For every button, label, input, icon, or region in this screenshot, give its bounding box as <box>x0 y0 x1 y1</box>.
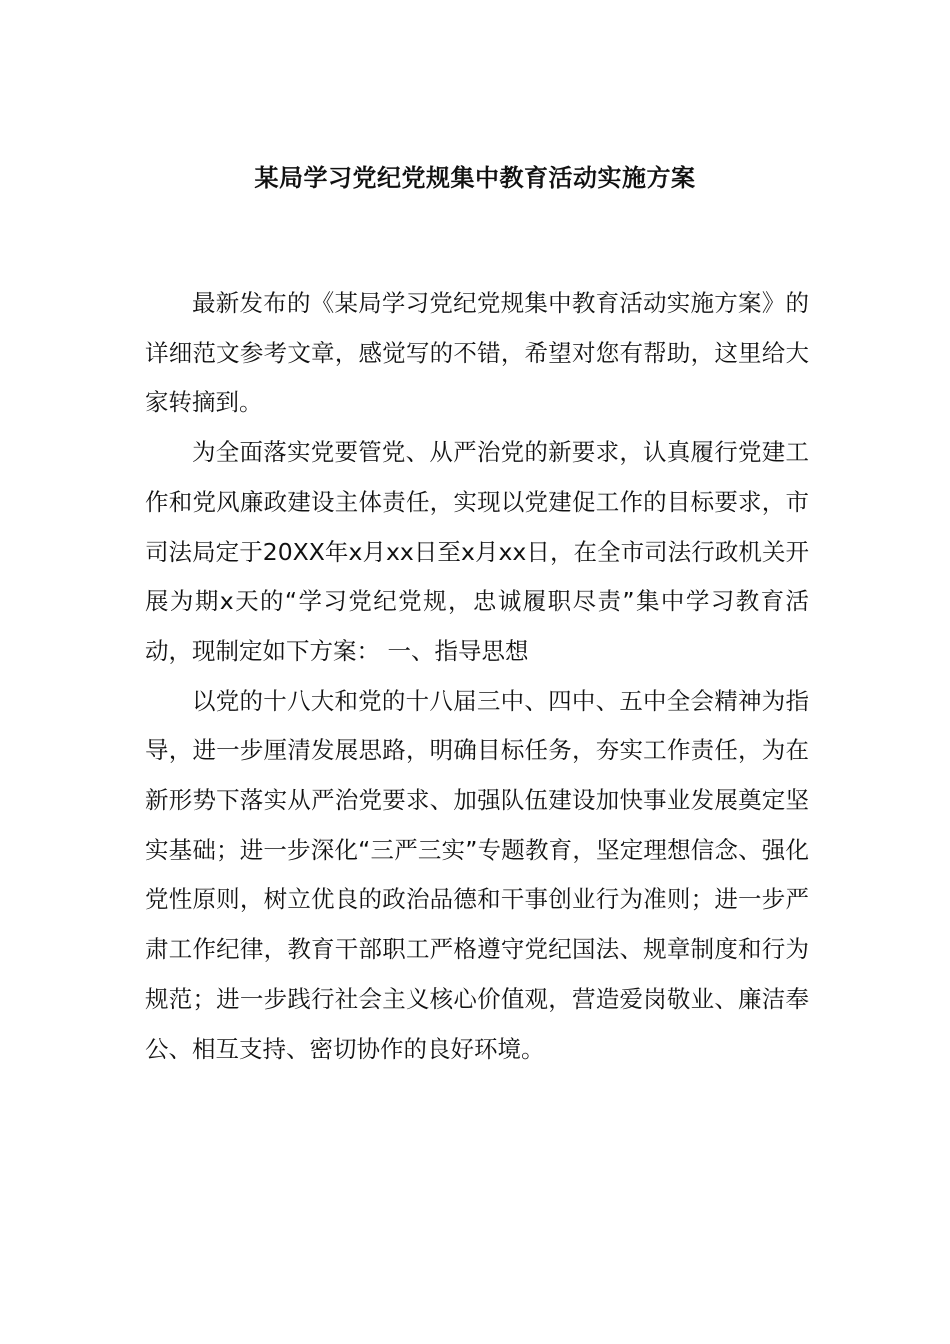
document-body <box>145 279 809 1074</box>
paragraph-guiding-thought: 以党的十八大和党的十八届三中、四中、五中全会精神为指导，进一步厘清发展思路，明确目标任务，夯实工作责任，为在新形势下落实从严治党要求、加强队伍建设加快事业发展奠定坚实基础；进一步深化“三严三实”专题教育，坚定理想信念、强化党性原则，树立优良的政治品德和干事创业行为准则；进一步严肃工作纪律，教育干部职工严格遵守党纪国法、规章制度和行为规范；进一步践行社会主义核心价值观，营造爱岗敬业、廉洁奉公、相互支持、密切协作的良好环境。 <box>145 686 809 1063</box>
paragraph-intro: 最新发布的《某局学习党纪党规集中教育活动实施方案》的详细范文参考文章，感觉写的不错，希望对您有帮助，这里给大家转摘到。 <box>145 289 809 417</box>
paragraph-background: 为全面落实党要管党、从严治党的新要求，认真履行党建工作和党风廉政建设主体责任，实现以党建促工作的目标要求，市司法局定于20XX年x月xx日至x月xx日，在全市司法行政机关开展为期x天的“学习党纪党规，忠诚履职尽责”集中学习教育活动，现制定如下方案： 一、指导思想 <box>145 438 809 665</box>
document-title: 某局学习党纪党规集中教育活动实施方案 <box>254 164 696 192</box>
